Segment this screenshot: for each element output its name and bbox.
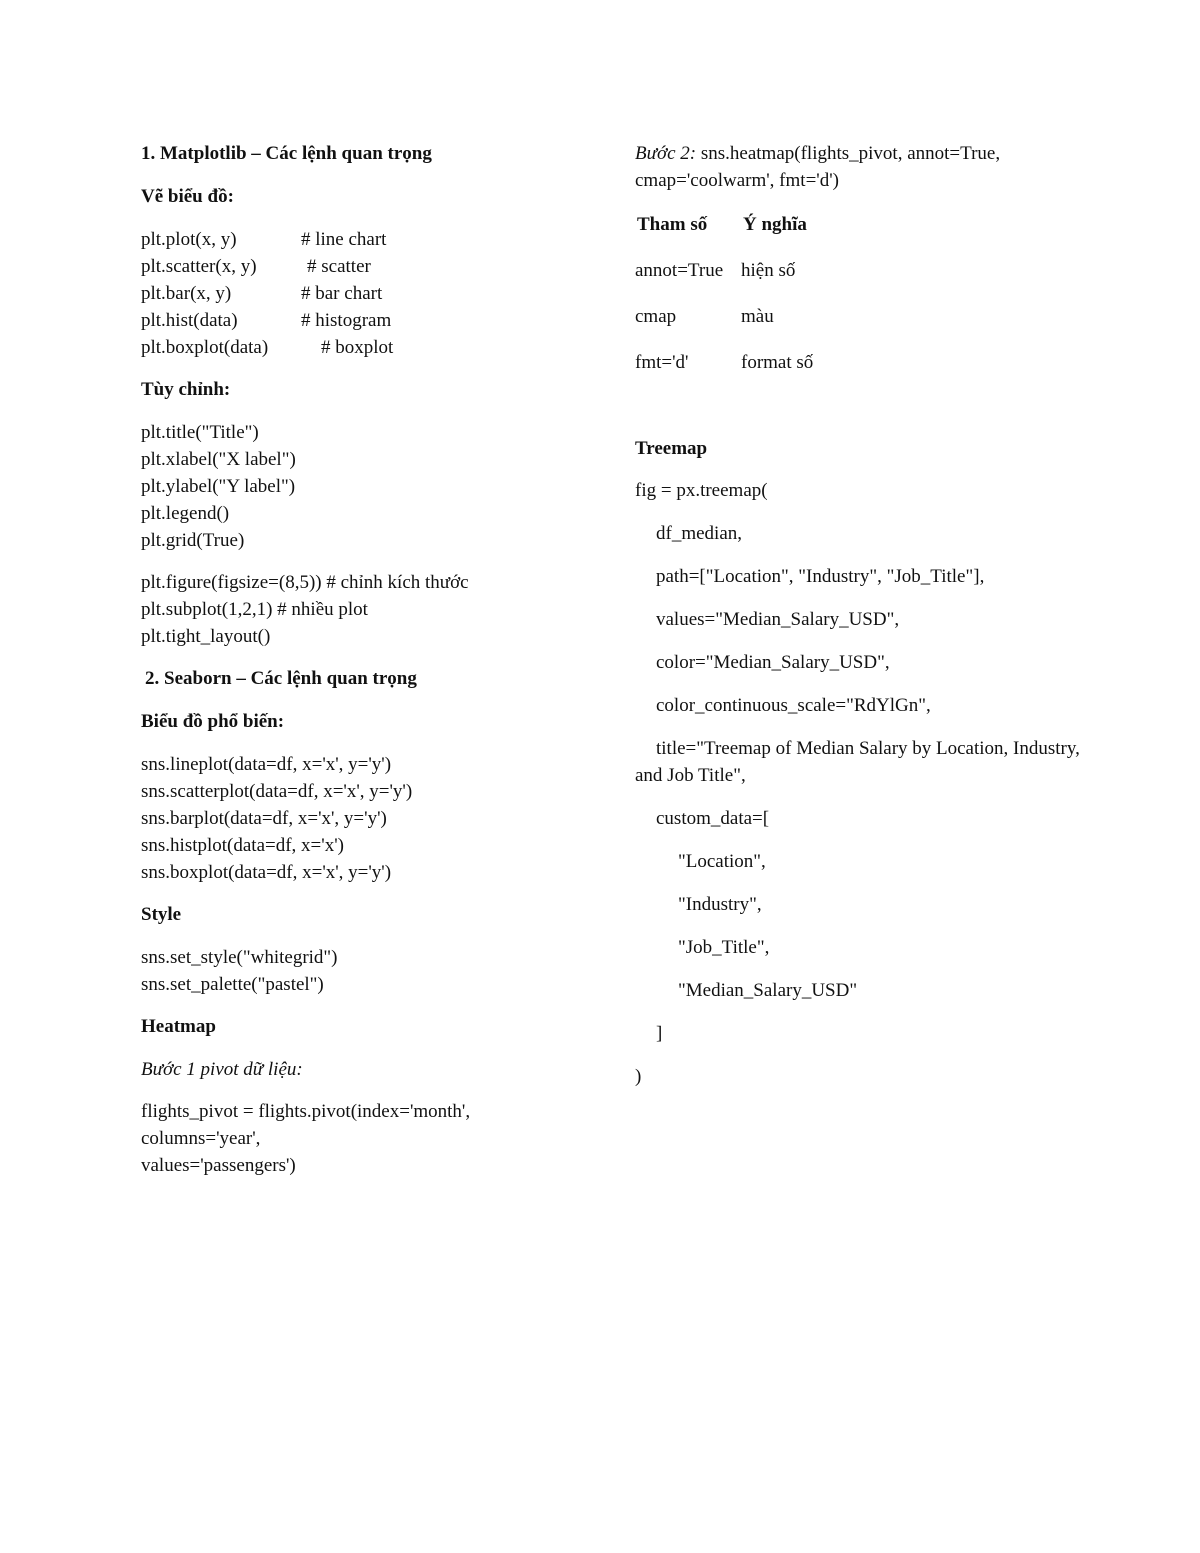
- code-line: sns.boxplot(data=df, x='x', y='y'): [141, 862, 392, 883]
- code-line: flights_pivot = flights.pivot(index='month',: [141, 1101, 471, 1122]
- table-row: cmap màu: [635, 306, 774, 327]
- code-line: plt.tight_layout(): [141, 626, 271, 647]
- seaborn-code: [141, 751, 601, 886]
- code-line: title="Treemap of Median Salary by Location, Industry, and Job Title",: [635, 738, 1080, 786]
- left-column: [141, 140, 601, 1179]
- code-line: sns.barplot(data=df, x='x', y='y'): [141, 808, 387, 829]
- code-line: sns.set_style("whitegrid"): [141, 947, 338, 968]
- treemap-code: [635, 477, 1085, 1090]
- code-line: ): [635, 1066, 642, 1087]
- code-line: plt.grid(True): [141, 530, 245, 551]
- code-line: values="Median_Salary_USD",: [656, 609, 900, 630]
- code-line: plt.boxplot(data) # boxplot: [141, 337, 394, 358]
- popular-charts-heading: Biểu đồ phổ biến:: [141, 711, 285, 732]
- step-2-code: sns.heatmap(flights_pivot, annot=True, cmap='coolwarm', fmt='d'): [635, 143, 1001, 191]
- customize-heading: Tùy chỉnh:: [141, 379, 231, 400]
- code-line: plt.hist(data) # histogram: [141, 310, 392, 331]
- code-line: sns.set_palette("pastel"): [141, 974, 324, 995]
- treemap-heading: Treemap: [635, 438, 708, 459]
- code-line: "Location",: [678, 851, 766, 872]
- section-1-heading: 1. Matplotlib – Các lệnh quan trọng: [141, 143, 432, 164]
- matplotlib-draw-code: [141, 226, 601, 361]
- code-line: custom_data=[: [656, 808, 770, 829]
- heatmap-heading: Heatmap: [141, 1016, 216, 1037]
- code-line: plt.legend(): [141, 503, 230, 524]
- params-table: [635, 211, 1085, 377]
- code-line: df_median,: [656, 523, 743, 544]
- table-header: Tham số Ý nghĩa: [637, 214, 807, 235]
- style-code: [141, 944, 601, 998]
- figure-code: [141, 569, 601, 650]
- table-row: annot=True hiện số: [635, 260, 796, 281]
- code-line: "Job_Title",: [678, 937, 770, 958]
- customize-code: [141, 419, 601, 554]
- code-line: path=["Location", "Industry", "Job_Title"],: [656, 566, 985, 587]
- right-column: [635, 140, 1085, 1106]
- code-line: "Industry",: [678, 894, 762, 915]
- code-line: plt.xlabel("X label"): [141, 449, 296, 470]
- code-line: plt.plot(x, y) # line chart: [141, 229, 387, 250]
- code-line: columns='year',: [141, 1128, 261, 1149]
- style-heading: Style: [141, 904, 182, 925]
- code-line: color="Median_Salary_USD",: [656, 652, 890, 673]
- code-line: sns.histplot(data=df, x='x'): [141, 835, 344, 856]
- code-line: plt.subplot(1,2,1) # nhiều plot: [141, 599, 368, 620]
- section-2-heading: 2. Seaborn – Các lệnh quan trọng: [145, 668, 417, 689]
- code-line: plt.bar(x, y) # bar chart: [141, 283, 383, 304]
- code-line: values='passengers'): [141, 1155, 296, 1176]
- code-line: fig = px.treemap(: [635, 480, 768, 501]
- step-1-label: Bước 1 pivot dữ liệu:: [141, 1059, 303, 1080]
- table-row: fmt='d' format số: [635, 352, 814, 373]
- code-line: plt.scatter(x, y) # scatter: [141, 256, 371, 277]
- code-line: plt.figure(figsize=(8,5)) # chỉnh kích thước: [141, 572, 469, 593]
- draw-heading: Vẽ biểu đồ:: [141, 186, 234, 207]
- pivot-code: [141, 1098, 601, 1179]
- code-line: plt.title("Title"): [141, 422, 259, 443]
- code-line: color_continuous_scale="RdYlGn",: [656, 695, 931, 716]
- code-line: sns.scatterplot(data=df, x='x', y='y'): [141, 781, 413, 802]
- code-line: ]: [656, 1023, 663, 1044]
- code-line: plt.ylabel("Y label"): [141, 476, 296, 497]
- code-line: sns.lineplot(data=df, x='x', y='y'): [141, 754, 392, 775]
- code-line: "Median_Salary_USD": [678, 980, 858, 1001]
- step-2-paragraph: [635, 140, 1085, 194]
- step-2-label: Bước 2:: [635, 143, 697, 164]
